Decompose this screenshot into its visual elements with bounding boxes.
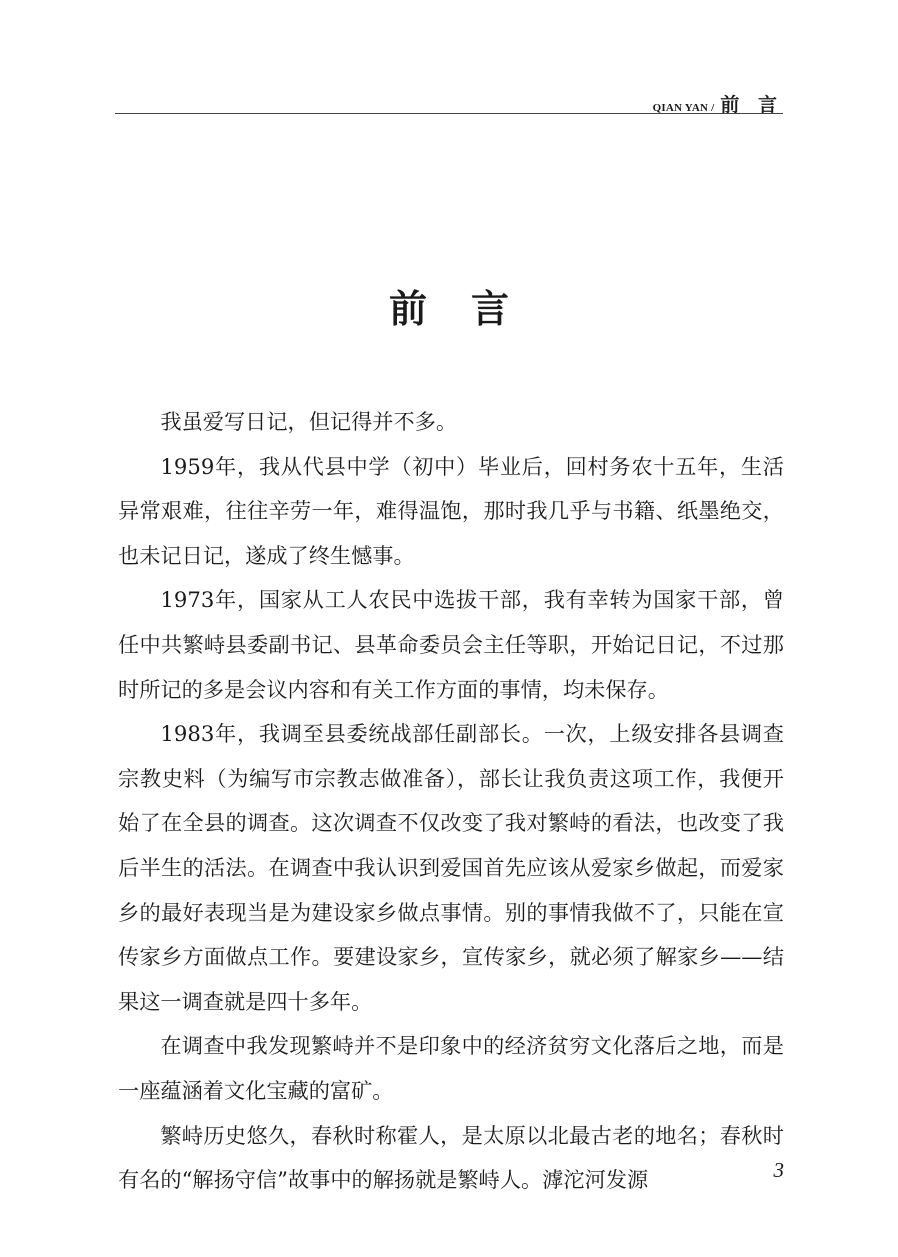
header-rule (115, 113, 783, 114)
paragraph: 繁峙历史悠久，春秋时称霍人，是太原以北最古老的地名；春秋时有名的“解扬守信”故事中的解扬就是繁峙人。滹沱河发源 (118, 1122, 784, 1193)
paragraph: 1973年，国家从工人农民中选拔干部，我有幸转为国家干部，曾任中共繁峙县委副书记、县革命委员会主任等职，开始记日记，不过那时所记的多是会议内容和有关工作方面的事情，均未保存。 (118, 587, 784, 702)
header-chapter-title: 前 言 (720, 94, 783, 116)
paragraph: 1959年，我从代县中学（初中）毕业后，回村务农十五年，生活异常艰难，往往辛劳一年，难得温饱，那时我几乎与书籍、纸墨绝交，也未记日记，遂成了终生憾事。 (118, 453, 784, 568)
paragraph: 我虽爱写日记，但记得并不多。 (160, 409, 458, 434)
header-pinyin: QIAN YAN / (652, 102, 715, 114)
body-text (118, 400, 784, 1203)
paragraph: 1983年，我调至县委统战部任副部长。一次，上级安排各县调查宗教史料（为编写市宗教志做准备），部长让我负责这项工作，我便开始了在全县的调查。这次调查不仅改变了我对繁峙的看法，也改变了我后半生的活法。在调查中我认识到爱国首先应该从爱家乡做起，而爱家乡的最好表现当是为建设家乡做点事情。别的事情我做不了，只能在宣传家乡方面做点工作。要建设家乡，宣传家乡，就必须了解家乡——结果这一调查就是四十多年。 (118, 721, 784, 1014)
paragraph: 在调查中我发现繁峙并不是印象中的经济贫穷文化落后之地，而是一座蕴涵着文化宝藏的富矿。 (118, 1033, 784, 1103)
page-title: 前言 (388, 286, 553, 331)
page-number: 3 (773, 1158, 784, 1182)
